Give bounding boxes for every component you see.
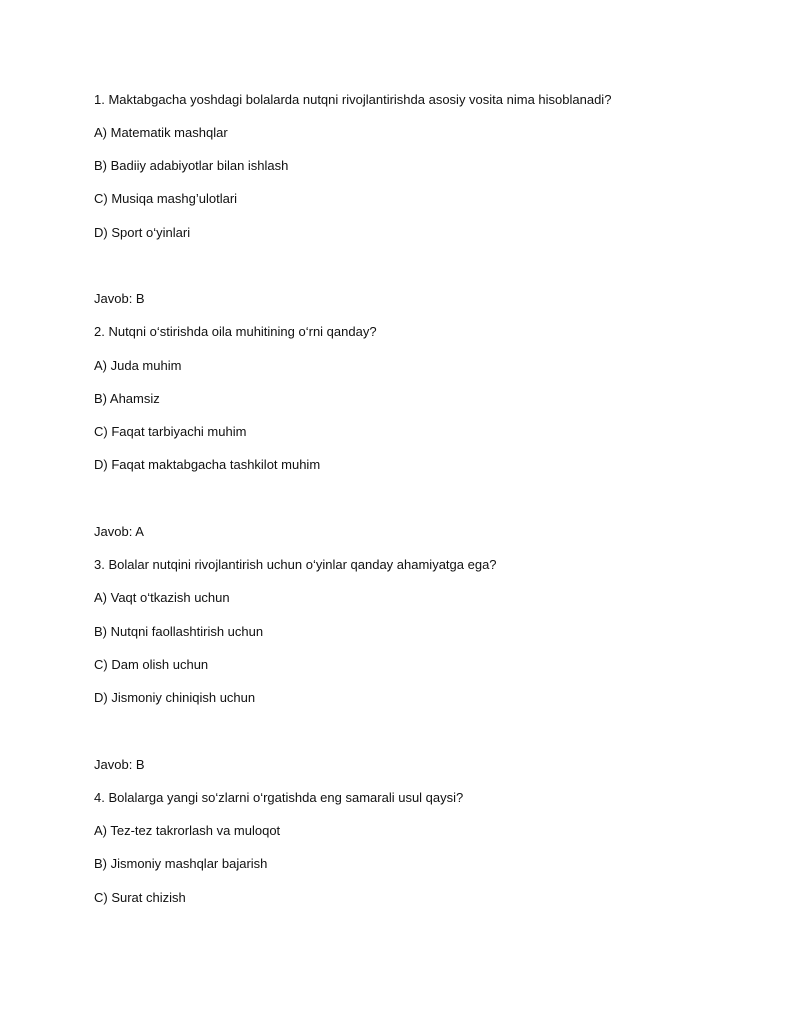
question-3-option-d: D) Jismoniy chiniqish uchun [94, 690, 256, 705]
question-1-text: 1. Maktabgacha yoshdagi bolalarda nutqni rivojlantirishda asosiy vosita nima hisoblanadi? [94, 92, 612, 107]
question-1-option-d: D) Sport o‘yinlari [94, 225, 191, 240]
question-2-option-d: D) Faqat maktabgacha tashkilot muhim [94, 457, 321, 472]
question-4-text: 4. Bolalarga yangi so‘zlarni o‘rgatishda eng samarali usul qaysi? [94, 790, 464, 805]
question-2-text: 2. Nutqni o‘stirishda oila muhitining o‘rni qanday? [94, 324, 377, 339]
question-1-option-c: C) Musiqa mashg’ulotlari [94, 191, 238, 206]
question-4-option-b: B) Jismoniy mashqlar bajarish [94, 856, 268, 871]
question-3-option-b: B) Nutqni faollashtirish uchun [94, 624, 264, 639]
question-1-option-a: A) Matematik mashqlar [94, 125, 228, 140]
question-1-option-b: B) Badiiy adabiyotlar bilan ishlash [94, 158, 289, 173]
question-3-option-a: A) Vaqt o‘tkazish uchun [94, 590, 230, 605]
question-3-option-c: C) Dam olish uchun [94, 657, 209, 672]
question-2-answer: Javob: A [94, 524, 144, 539]
question-4-option-a: A) Tez-tez takrorlash va muloqot [94, 823, 281, 838]
question-3-text: 3. Bolalar nutqini rivojlantirish uchun o‘yinlar qanday ahamiyatga ega? [94, 557, 497, 572]
question-4-option-c: C) Surat chizish [94, 890, 186, 905]
question-2-option-c: C) Faqat tarbiyachi muhim [94, 424, 247, 439]
question-1-answer: Javob: B [94, 291, 145, 306]
question-3-answer: Javob: B [94, 757, 145, 772]
question-2-option-a: A) Juda muhim [94, 358, 182, 373]
question-2-option-b: B) Ahamsiz [94, 391, 160, 406]
